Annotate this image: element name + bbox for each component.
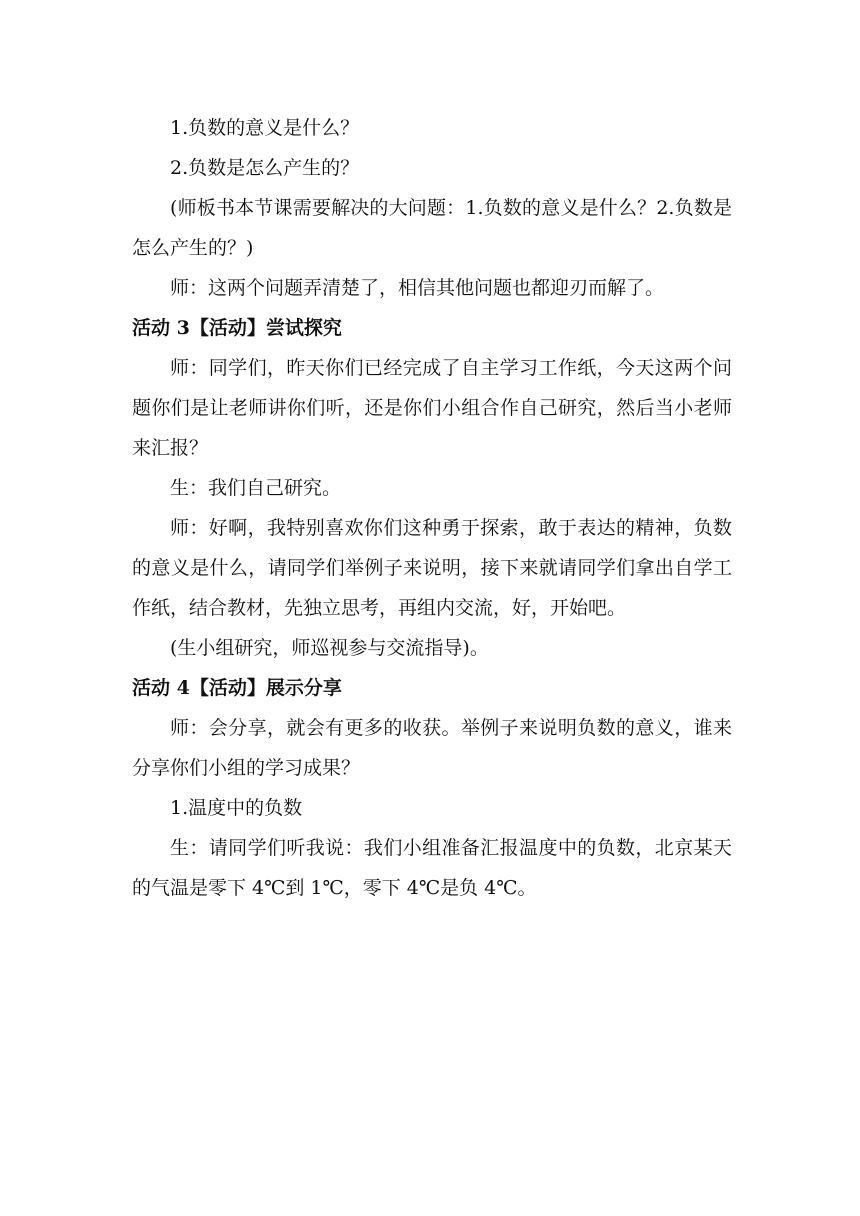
- question-1: 1.负数的意义是什么？: [170, 117, 360, 139]
- board-note: (师板书本节课需要解决的大问题：1.负数的意义是什么？2.负数是怎么产生的？): [132, 197, 732, 259]
- subtopic-temperature: 1.温度中的负数: [170, 797, 303, 819]
- activity-3-heading: 活动 3【活动】尝试探究: [132, 317, 342, 339]
- teacher-remark: 师：这两个问题弄清楚了，相信其他问题也都迎刃而解了。: [170, 277, 665, 299]
- teacher-instruction: 师：好啊，我特别喜欢你们这种勇于探索，敢于表达的精神，负数的意义是什么，请同学们举例子来说明，接下来就请同学们拿出自学工作纸，结合教材，先独立思考，再组内交流，好，开始吧。: [132, 517, 732, 619]
- teacher-question: 师：同学们，昨天你们已经完成了自主学习工作纸，今天这两个问题你们是让老师讲你们听，还是你们小组合作自己研究，然后当小老师来汇报？: [132, 357, 732, 459]
- document-page: [132, 108, 732, 908]
- teacher-share-prompt: 师：会分享，就会有更多的收获。举例子来说明负数的意义，谁来分享你们小组的学习成果？: [132, 717, 732, 779]
- student-answer: 生：我们自己研究。: [170, 477, 342, 499]
- question-2: 2.负数是怎么产生的？: [170, 157, 360, 179]
- student-report: 生：请同学们听我说：我们小组准备汇报温度中的负数，北京某天的气温是零下 4℃到 1℃，零下 4℃是负 4℃。: [132, 837, 732, 899]
- activity-4-heading: 活动 4【活动】展示分享: [132, 677, 342, 699]
- group-study-note: (生小组研究，师巡视参与交流指导)。: [170, 637, 489, 659]
